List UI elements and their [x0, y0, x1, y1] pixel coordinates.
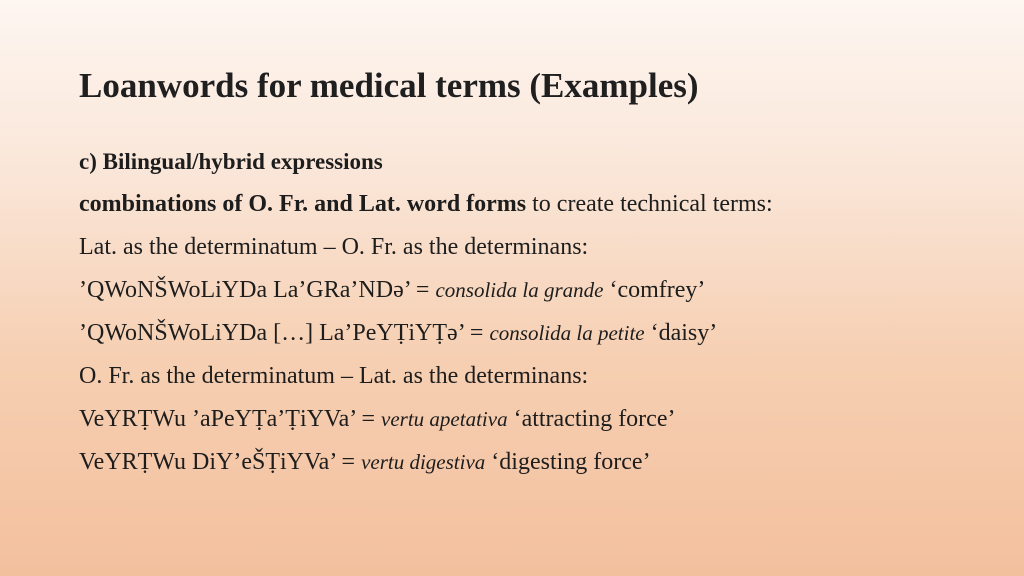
section-lat-determinatum: Lat. as the determinatum – O. Fr. as the determinans: — [79, 234, 589, 260]
example-source: VeYRṬWu ’aPeYṬa’ṬiYVa’ = — [79, 406, 382, 432]
example-line — [79, 269, 1009, 312]
example-gloss: ‘daisy’ — [644, 320, 718, 346]
example-line — [79, 441, 1009, 484]
intro-bold-word-forms: O. Fr. and Lat. word forms — [248, 191, 527, 217]
example-form: vertu digestiva — [361, 450, 486, 474]
intro-bold-combinations: combinations of — [79, 191, 243, 217]
example-source: VeYRṬWu DiY’eŠṬiYVa’ = — [79, 449, 362, 475]
example-source: ’QWoNŠWoLiYDa […] La’PeYṬiYṬə’ = — [79, 320, 490, 346]
example-gloss: ‘comfrey’ — [603, 277, 706, 303]
example-gloss: ‘attracting force’ — [507, 406, 676, 432]
example-gloss: ‘digesting force’ — [485, 449, 651, 475]
example-line — [79, 312, 1009, 355]
example-source: ’QWoNŠWoLiYDa La’GRa’NDə’ = — [79, 277, 436, 303]
intro-line — [79, 183, 1009, 226]
slide-title: Loanwords for medical terms (Examples) — [79, 66, 699, 105]
example-form: consolida la petite — [489, 321, 645, 345]
intro-rest: to create technical terms: — [526, 191, 773, 217]
slide-body — [79, 140, 1009, 484]
example-form: vertu apetativa — [381, 407, 508, 431]
example-form: consolida la grande — [435, 278, 604, 302]
section-ofr-determinatum: O. Fr. as the determinatum – Lat. as the determinans: — [79, 363, 589, 389]
example-line — [79, 398, 1009, 441]
subheading: c) Bilingual/hybrid expressions — [79, 149, 383, 174]
